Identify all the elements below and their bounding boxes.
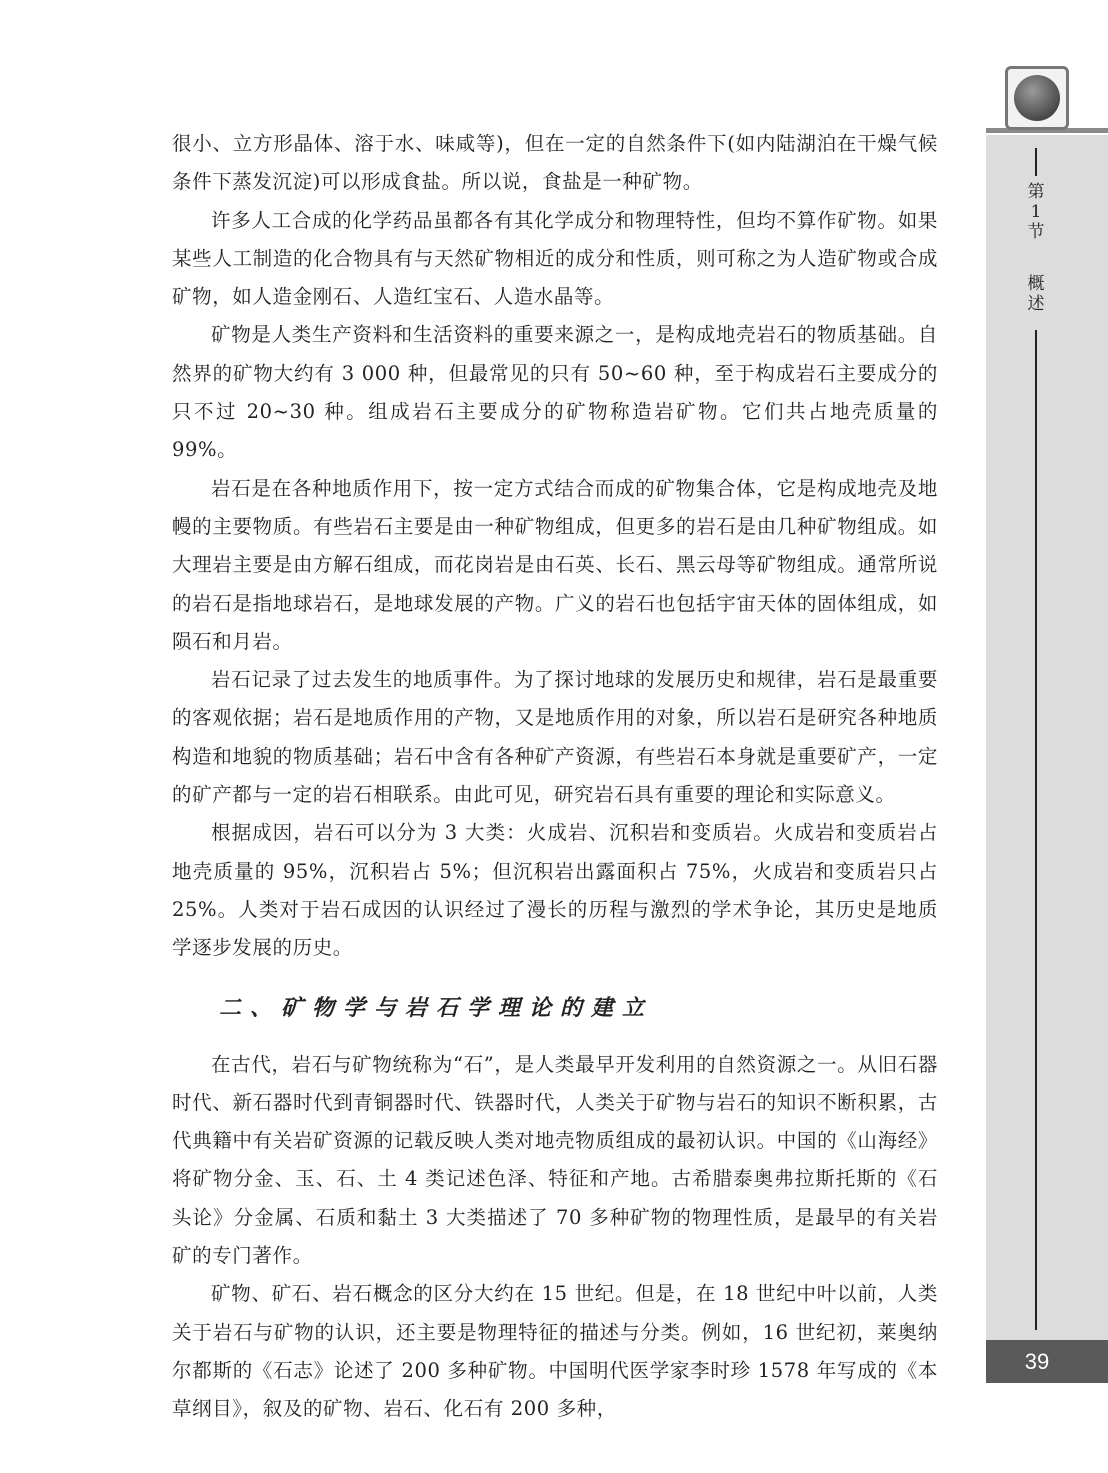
section-title bbox=[1021, 274, 1051, 314]
side-divider-bottom bbox=[1035, 330, 1037, 1330]
section-heading: 二、矿物学与岩石学理论的建立 bbox=[219, 994, 654, 1021]
chapter-emblem-icon bbox=[1005, 66, 1069, 130]
page-body bbox=[172, 125, 938, 1429]
section-title-char: 概 bbox=[1027, 274, 1045, 294]
page-number-box bbox=[986, 1340, 1108, 1383]
side-divider-top bbox=[1035, 148, 1037, 176]
paragraph-7: 在古代，岩石与矿物统称为“石”，是人类最早开发利用的自然资源之一。从旧石器时代、新石器时代到青铜器时代、铁器时代，人类关于矿物与岩石的知识不断积累，古代典籍中有关岩矿资源的记载反映人类对地壳物质组成的最初认识。中国的《山海经》将矿物分金、玉、石、土 4 类记述色泽、特征和产地。古希腊泰奥弗拉斯托斯的《石头论》分金属、石质和黏土 3 大类描述了 70 多种矿物的物理性质，是最早的有关岩矿的专门著作。 bbox=[172, 1052, 938, 1268]
paragraph-1: 很小、立方形晶体、溶于水、味咸等)，但在一定的自然条件下(如内陆湖泊在干燥气候条件下蒸发沉淀)可以形成食盐。所以说，食盐是一种矿物。 bbox=[172, 132, 938, 194]
paragraph-6: 根据成因，岩石可以分为 3 大类：火成岩、沉积岩和变质岩。火成岩和变质岩占地壳质量的 95%，沉积岩占 5%；但沉积岩出露面积占 75%，火成岩和变质岩只占 25%。人类对于岩石成因的认识经过了漫长的历程与激烈的学术争论，其历史是地质学逐步发展的历史。 bbox=[172, 821, 938, 960]
globe-icon bbox=[1014, 75, 1060, 121]
paragraph-4: 岩石是在各种地质作用下，按一定方式结合而成的矿物集合体，它是构成地壳及地幔的主要物质。有些岩石主要是由一种矿物组成，但更多的岩石是由几种矿物组成。如大理岩主要是由方解石组成，而花岗岩是由石英、长石、黑云母等矿物组成。通常所说的岩石是指地球岩石，是地球发展的产物。广义的岩石也包括宇宙天体的固体组成，如陨石和月岩。 bbox=[172, 476, 938, 653]
section-label bbox=[1021, 182, 1051, 242]
paragraph-5: 岩石记录了过去发生的地质事件。为了探讨地球的发展历史和规律，岩石是最重要的客观依据；岩石是地质作用的产物，又是地质作用的对象，所以岩石是研究各种地质构造和地貌的物质基础；岩石中含有各种矿产资源，有些岩石本身就是重要矿产，一定的矿产都与一定的岩石相联系。由此可见，研究岩石具有重要的理论和实际意义。 bbox=[172, 668, 938, 807]
page-number: 39 bbox=[1024, 1349, 1050, 1374]
section-char: 第 bbox=[1027, 182, 1045, 202]
paragraph-2: 许多人工合成的化学药品虽都各有其化学成分和物理特性，但均不算作矿物。如果某些人工制造的化合物具有与天然矿物相近的成分和性质，则可称之为人造矿物或合成矿物，如人造金刚石、人造红宝石、人造水晶等。 bbox=[172, 208, 938, 309]
paragraph-3: 矿物是人类生产资料和生活资料的重要来源之一，是构成地壳岩石的物质基础。自然界的矿物大约有 3 000 种，但最常见的只有 50~60 种，至于构成岩石主要成分的只不过 20~30 种。组成岩石主要成分的矿物称造岩矿物。它们共占地壳质量的 99%。 bbox=[172, 323, 938, 462]
section-char: 节 bbox=[1027, 222, 1045, 242]
section-char: 1 bbox=[1030, 202, 1042, 222]
side-margin-band bbox=[986, 135, 1108, 1383]
section-title-char: 述 bbox=[1027, 294, 1045, 314]
paragraph-8: 矿物、矿石、岩石概念的区分大约在 15 世纪。但是，在 18 世纪中叶以前，人类关于岩石与矿物的认识，还主要是物理特征的描述与分类。例如，16 世纪初，莱奥纳尔都斯的《石志》论述了 200 多种矿物。中国明代医学家李时珍 1578 年写成的《本草纲目》，叙及的矿物、岩石、化石有 200 多种， bbox=[172, 1282, 938, 1421]
